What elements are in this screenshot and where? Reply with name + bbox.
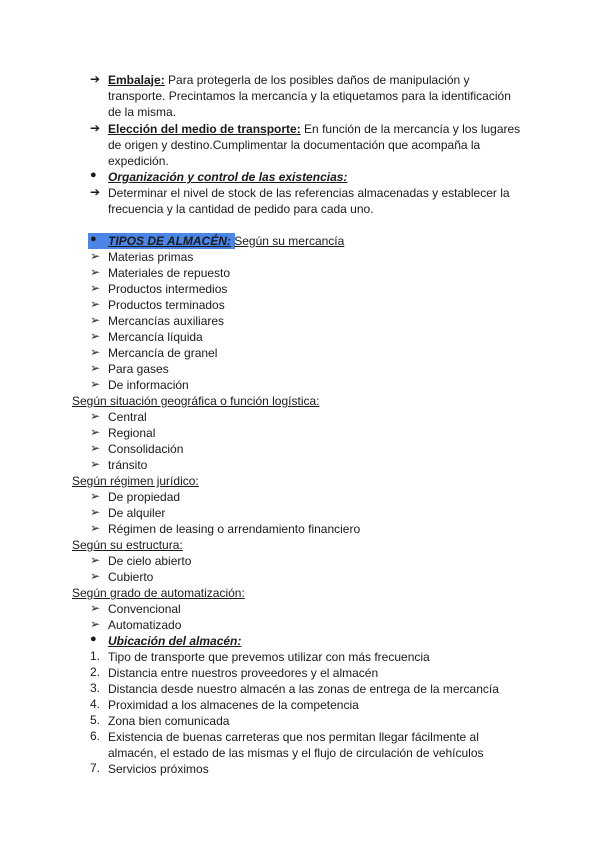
situacion-item: tránsito — [108, 458, 148, 472]
eleccion-line-1 — [108, 121, 520, 137]
regimen-heading: Según régimen jurídico: — [72, 474, 199, 488]
regimen-item: De alquiler — [108, 506, 166, 520]
automatizacion-item: Automatizado — [108, 618, 182, 632]
arrowhead-icon: ➢ — [90, 569, 101, 583]
eleccion-line-3: expedición. — [108, 154, 169, 168]
tipos-item: Mercancía de granel — [108, 346, 218, 360]
tipos-title: TIPOS DE ALMACÉN: — [108, 234, 231, 248]
tipos-item: Productos intermedios — [108, 282, 228, 296]
tipos-item: Para gases — [108, 362, 169, 376]
situacion-item: Consolidación — [108, 442, 184, 456]
embalaje-line-1 — [108, 72, 470, 88]
arrowhead-icon: ➢ — [90, 377, 101, 391]
list-number: 1. — [90, 649, 101, 663]
organizacion-title: Organización y control de las existencias: — [108, 170, 348, 184]
situacion-item: Central — [108, 410, 147, 424]
arrowhead-icon: ➢ — [90, 313, 101, 327]
list-number: 3. — [90, 681, 101, 695]
ubicacion-item: Distancia desde nuestro almacén a las zonas de entrega de la mercancía — [108, 682, 499, 696]
embalaje-title: Embalaje: — [108, 73, 165, 87]
ubicacion-item: Proximidad a los almacenes de la competencia — [108, 698, 359, 712]
list-number: 4. — [90, 697, 101, 711]
list-number: 7. — [90, 761, 101, 775]
embalaje-text: Para protegerla de los posibles daños de manipulación y — [164, 73, 470, 87]
organizacion-line-1: Determinar el nivel de stock de las referencias almacenadas y establecer la — [108, 186, 510, 200]
arrowhead-icon: ➢ — [90, 425, 101, 439]
tipos-item: Mercancía líquida — [108, 330, 203, 344]
ubicacion-item: Distancia entre nuestros proveedores y el almacén — [108, 666, 379, 680]
arrowhead-icon: ➢ — [90, 441, 101, 455]
arrowhead-icon: ➢ — [90, 617, 101, 631]
ubicacion-item: Servicios próximos — [108, 762, 209, 776]
arrowhead-icon: ➢ — [90, 361, 101, 375]
organizacion-line-2: frecuencia y la cantidad de pedido para cada uno. — [108, 202, 374, 216]
regimen-item: Régimen de leasing o arrendamiento financiero — [108, 522, 361, 536]
arrowhead-icon: ➢ — [90, 265, 101, 279]
eleccion-line-2: de origen y destino.Cumplimentar la documentación que acompaña la — [108, 138, 481, 152]
ubicacion-item-continuation: almacén, el estado de las mismas y el flujo de circulación de vehículos — [108, 746, 484, 760]
arrow-icon: ➔ — [90, 72, 101, 86]
eleccion-title: Elección del medio de transporte: — [108, 122, 301, 136]
arrow-icon: ➔ — [90, 121, 101, 135]
arrowhead-icon: ➢ — [90, 345, 101, 359]
list-number: 6. — [90, 729, 101, 743]
ubicacion-item: Tipo de transporte que prevemos utilizar con más frecuencia — [108, 650, 430, 664]
arrowhead-icon: ➢ — [90, 521, 101, 535]
tipos-item: Materias primas — [108, 250, 194, 264]
ubicacion-item: Existencia de buenas carreteras que nos permitan llegar fácilmente al — [108, 730, 479, 744]
eleccion-text: En función de la mercancía y los lugares — [300, 122, 521, 136]
tipos-subtitle: Según su mercancía — [234, 234, 345, 248]
arrowhead-icon: ➢ — [90, 457, 101, 471]
ubicacion-item: Zona bien comunicada — [108, 714, 230, 728]
arrowhead-icon: ➢ — [90, 281, 101, 295]
arrowhead-icon: ➢ — [90, 249, 101, 263]
arrowhead-icon: ➢ — [90, 489, 101, 503]
situacion-item: Regional — [108, 426, 156, 440]
bullet-icon: ● — [90, 169, 97, 181]
automatizacion-item: Convencional — [108, 602, 181, 616]
estructura-heading: Según su estructura: — [72, 538, 183, 552]
ubicacion-title: Ubicación del almacén: — [108, 634, 242, 648]
bullet-icon: ● — [90, 633, 97, 645]
list-number: 2. — [90, 665, 101, 679]
situacion-heading: Según situación geográfica o función logística: — [72, 394, 320, 408]
arrowhead-icon: ➢ — [90, 409, 101, 423]
bullet-icon: ● — [90, 233, 97, 245]
tipos-heading — [108, 233, 344, 249]
arrowhead-icon: ➢ — [90, 553, 101, 567]
estructura-item: Cubierto — [108, 570, 154, 584]
embalaje-line-2: transporte. Precintamos la mercancía y la etiquetamos para la identificación — [108, 89, 511, 103]
tipos-item: Productos terminados — [108, 298, 225, 312]
automatizacion-heading: Según grado de automatización: — [72, 586, 245, 600]
arrowhead-icon: ➢ — [90, 329, 101, 343]
regimen-item: De propiedad — [108, 490, 181, 504]
tipos-item: De información — [108, 378, 189, 392]
tipos-item: Mercancías auxiliares — [108, 314, 225, 328]
arrow-icon: ➔ — [90, 185, 101, 199]
estructura-item: De cielo abierto — [108, 554, 192, 568]
arrowhead-icon: ➢ — [90, 601, 101, 615]
tipos-item: Materiales de repuesto — [108, 266, 231, 280]
list-number: 5. — [90, 713, 101, 727]
arrowhead-icon: ➢ — [90, 297, 101, 311]
arrowhead-icon: ➢ — [90, 505, 101, 519]
embalaje-line-3: de la misma. — [108, 105, 177, 119]
